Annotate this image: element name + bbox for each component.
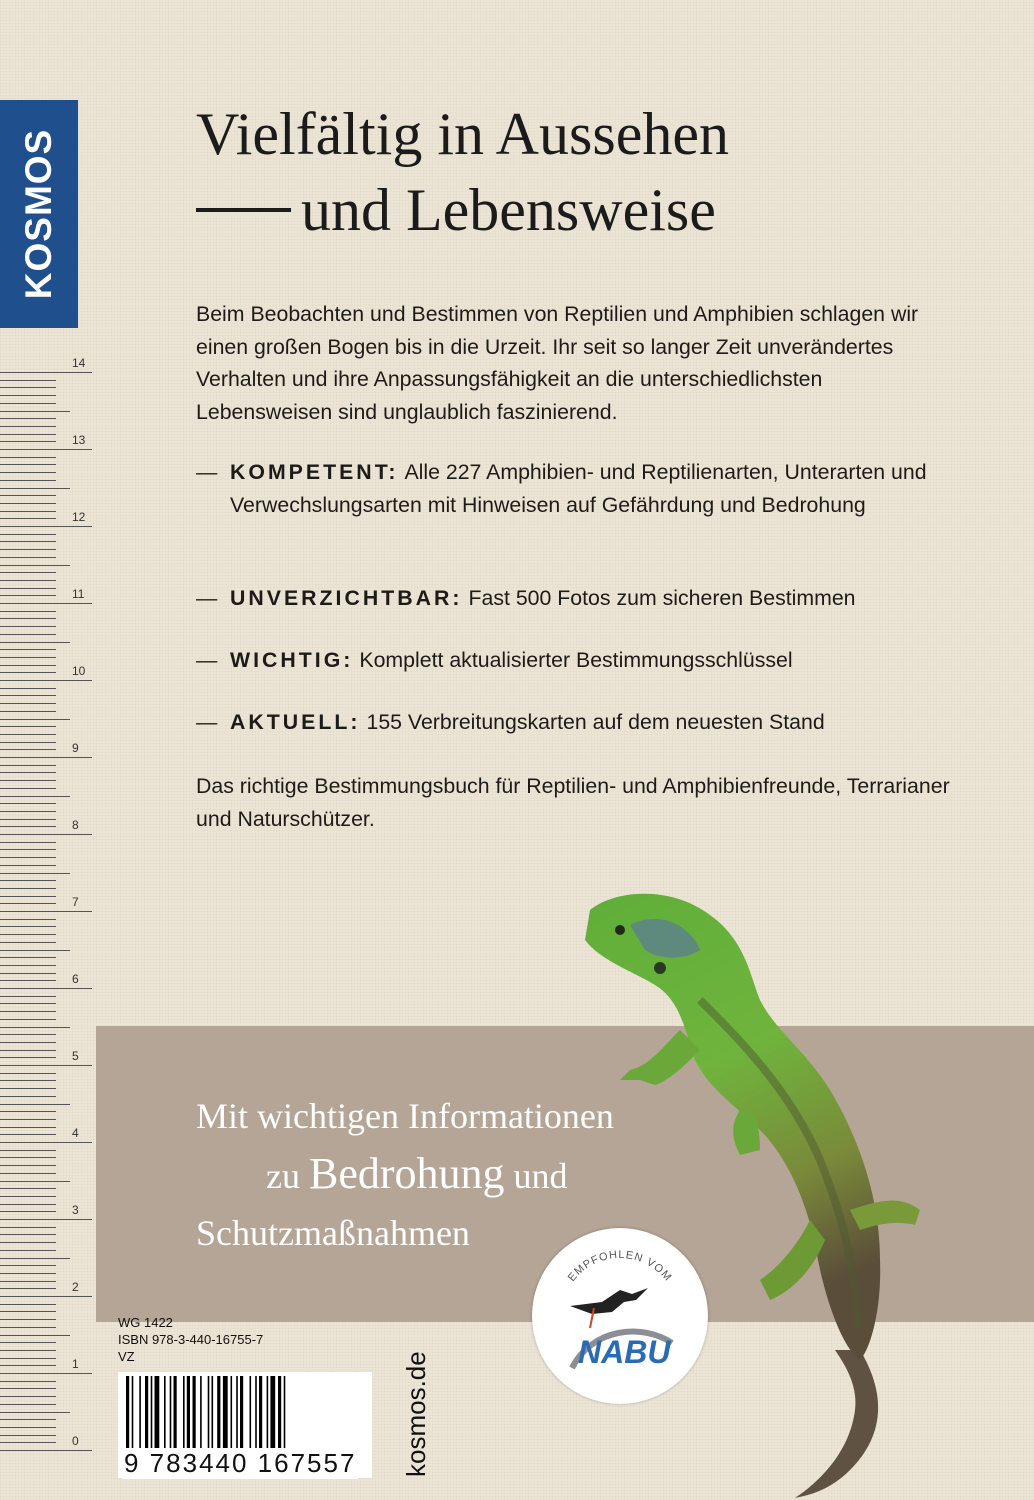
ruler-tick xyxy=(0,626,56,627)
ruler-tick xyxy=(0,865,56,866)
ruler-label: 12 xyxy=(72,510,86,524)
ruler-tick xyxy=(0,826,56,827)
ruler-tick xyxy=(0,403,56,404)
ruler-tick xyxy=(0,1157,56,1158)
ruler-tick xyxy=(0,1042,56,1043)
ruler-tick xyxy=(0,1234,56,1235)
ruler-label: 3 xyxy=(72,1203,79,1217)
ruler-tick xyxy=(0,903,56,904)
barcode-bar xyxy=(270,1376,275,1448)
feature-item xyxy=(196,456,956,521)
ruler-tick xyxy=(0,857,56,858)
ruler-tick xyxy=(0,1288,56,1289)
ruler-tick xyxy=(0,688,56,689)
ruler-tick xyxy=(0,1057,56,1058)
ruler-tick xyxy=(0,580,56,581)
ruler-tick xyxy=(0,603,92,604)
barcode-bar xyxy=(174,1376,177,1448)
ruler-tick xyxy=(0,873,70,874)
ruler-tick xyxy=(0,919,56,920)
ruler-tick xyxy=(0,418,56,419)
imprint-code: VZ xyxy=(118,1349,135,1364)
ruler-tick xyxy=(0,811,56,812)
ruler-tick xyxy=(0,557,56,558)
ruler-tick xyxy=(0,1096,56,1097)
ruler-tick xyxy=(0,726,56,727)
feature-bullet: — xyxy=(196,586,218,610)
ruler-tick xyxy=(0,934,56,935)
ruler-tick xyxy=(0,1311,56,1312)
ruler-tick xyxy=(0,1442,56,1443)
barcode-digits: 9 783440 167557 xyxy=(124,1448,357,1478)
band-line-2-pre: zu xyxy=(266,1156,300,1196)
barcode-bar xyxy=(217,1376,220,1448)
ruler-label: 10 xyxy=(72,664,86,678)
ruler-tick xyxy=(0,634,56,635)
band-line-3: Schutzmaßnahmen xyxy=(196,1213,470,1253)
ruler-label: 11 xyxy=(72,587,85,601)
ruler-tick xyxy=(0,380,56,381)
ruler-tick xyxy=(0,1181,70,1182)
ruler-tick xyxy=(0,526,92,527)
ruler-tick xyxy=(0,1281,56,1282)
ruler-tick xyxy=(0,1335,70,1336)
ruler-tick xyxy=(0,480,56,481)
ruler-tick xyxy=(0,511,56,512)
barcode-bar xyxy=(187,1376,190,1448)
ruler-tick xyxy=(0,1227,56,1228)
barcode-bar xyxy=(236,1376,238,1448)
ruler-tick xyxy=(0,472,56,473)
feature-bullet: — xyxy=(196,710,218,734)
ruler-tick xyxy=(0,1088,56,1089)
ruler-tick xyxy=(0,426,56,427)
ruler-label: 7 xyxy=(72,895,79,909)
feature-bullet: — xyxy=(196,648,218,672)
ruler-tick xyxy=(0,819,56,820)
barcode-bar xyxy=(208,1376,210,1448)
feature-keyword: AKTUELL: xyxy=(230,710,361,734)
feature-text: 155 Verbreitungskarten auf dem neuesten Stand xyxy=(366,710,825,734)
ruler-tick xyxy=(0,534,56,535)
barcode-bar xyxy=(193,1376,196,1448)
ruler-tick xyxy=(0,1358,56,1359)
feature-keyword: WICHTIG: xyxy=(230,648,354,672)
ruler-tick xyxy=(0,842,56,843)
ruler-tick xyxy=(0,719,70,720)
feature-text: Komplett aktualisierter Bestimmungsschlüssel xyxy=(359,648,793,672)
ruler-tick xyxy=(0,711,56,712)
ruler-tick xyxy=(0,1142,92,1143)
ruler-tick xyxy=(0,1196,56,1197)
kosmos-brand-tab xyxy=(0,100,78,328)
ruler-label: 14 xyxy=(72,356,86,370)
ruler-tick xyxy=(0,1273,56,1274)
ruler-tick xyxy=(0,434,56,435)
measuring-ruler xyxy=(0,356,96,1500)
ruler-tick xyxy=(0,988,92,989)
ruler-tick xyxy=(0,1050,56,1051)
feature-item xyxy=(196,582,956,615)
ruler-tick xyxy=(0,957,56,958)
ruler-tick xyxy=(0,1304,56,1305)
ruler-tick xyxy=(0,888,56,889)
ruler-tick xyxy=(0,1080,56,1081)
barcode-bar xyxy=(212,1376,214,1448)
ruler-tick xyxy=(0,518,56,519)
ruler-tick xyxy=(0,1396,56,1397)
ruler-tick xyxy=(0,680,92,681)
ruler-tick xyxy=(0,1011,56,1012)
feature-item xyxy=(196,644,956,677)
ruler-tick xyxy=(0,449,92,450)
ruler-tick xyxy=(0,395,56,396)
ruler-tick xyxy=(0,1319,56,1320)
ruler-tick xyxy=(0,1242,56,1243)
ruler-tick xyxy=(0,372,92,373)
website-url: kosmos.de xyxy=(401,1351,431,1477)
ruler-tick xyxy=(0,734,56,735)
ruler-tick xyxy=(0,672,56,673)
ruler-label: 13 xyxy=(72,433,86,447)
ruler-tick xyxy=(0,1003,56,1004)
nabu-badge xyxy=(532,1228,708,1404)
ruler-tick xyxy=(0,488,70,489)
closing-paragraph: Das richtige Bestimmungsbuch für Reptilien- und Amphibienfreunde, Terrarianer und Naturschützer. xyxy=(196,774,950,831)
ruler-tick xyxy=(0,788,56,789)
nabu-stork-icon xyxy=(532,1228,708,1404)
ruler-tick xyxy=(0,495,56,496)
barcode-bar xyxy=(183,1376,185,1448)
ruler-tick xyxy=(0,1065,92,1066)
barcode-bar xyxy=(164,1376,166,1448)
ruler-tick xyxy=(0,1034,56,1035)
ruler-tick xyxy=(0,749,56,750)
ruler-tick xyxy=(0,965,56,966)
ruler-tick xyxy=(0,1412,70,1413)
ruler-tick xyxy=(0,849,56,850)
ruler-label: 5 xyxy=(72,1049,79,1063)
ruler-tick xyxy=(0,1404,56,1405)
ruler-tick xyxy=(0,896,56,897)
svg-text:EMPFOHLEN VOM xyxy=(566,1249,674,1284)
ruler-tick xyxy=(0,1258,70,1259)
ruler-label: 4 xyxy=(72,1126,79,1140)
ruler-label: 8 xyxy=(72,818,79,832)
barcode-bar xyxy=(223,1376,228,1448)
ruler-tick xyxy=(0,1211,56,1212)
ruler-tick xyxy=(0,1296,92,1297)
barcode-bar xyxy=(151,1376,153,1448)
feature-bullet: — xyxy=(196,460,218,484)
ruler-tick xyxy=(0,1150,56,1151)
ruler-tick xyxy=(0,926,56,927)
barcode-bar xyxy=(200,1376,202,1448)
ruler-label: 1 xyxy=(72,1357,79,1371)
headline-line-2: und Lebensweise xyxy=(301,177,716,243)
barcode-bar xyxy=(255,1376,257,1448)
ruler-tick xyxy=(0,503,56,504)
ruler-tick xyxy=(0,703,56,704)
headline-dash xyxy=(196,208,291,212)
nabu-arc-text: EMPFOHLEN VOM xyxy=(565,1248,675,1284)
barcode-bar xyxy=(284,1376,286,1448)
barcode-bar xyxy=(155,1376,160,1448)
ruler-tick xyxy=(0,595,56,596)
ruler-tick xyxy=(0,1250,56,1251)
ruler-tick xyxy=(0,1219,92,1220)
ruler-tick xyxy=(0,1204,56,1205)
ruler-tick xyxy=(0,757,92,758)
ruler-tick xyxy=(0,1119,56,1120)
ruler-tick xyxy=(0,1435,56,1436)
ruler-tick xyxy=(0,1419,56,1420)
barcode-bar xyxy=(170,1376,172,1448)
ruler-tick xyxy=(0,411,70,412)
ruler-tick xyxy=(0,834,92,835)
ruler-tick xyxy=(0,611,56,612)
barcode-bar xyxy=(231,1376,233,1448)
feature-text: Alle 227 Amphibien- und Reptilienarten, Unterarten und Verwechslungsarten mit Hinweisen auf Gefährdung und Bedrohung xyxy=(230,460,927,517)
feature-keyword: KOMPETENT: xyxy=(230,460,399,484)
ruler-tick xyxy=(0,695,56,696)
ruler-tick xyxy=(0,588,56,589)
intro-paragraph: Beim Beobachten und Bestimmen von Reptilien und Amphibien schlagen wir einen großen Bogen bis in die Urzeit. Ihr seit so langer Zeit unverändertes Verhalten und ihre Anpassungsfähigkeit an die unterschiedlichsten Lebensweisen sind unglaublich faszinierend. xyxy=(196,302,919,424)
ruler-tick xyxy=(0,911,92,912)
ruler-tick xyxy=(0,1165,56,1166)
band-line-1: Mit wichtigen Informationen xyxy=(196,1096,614,1136)
ruler-tick xyxy=(0,1019,56,1020)
ruler-tick xyxy=(0,642,70,643)
barcode-bar xyxy=(259,1376,262,1448)
ruler-tick xyxy=(0,1342,56,1343)
barcode-bar xyxy=(250,1376,252,1448)
ruler-tick xyxy=(0,657,56,658)
barcode-bar xyxy=(145,1376,148,1448)
ruler-tick xyxy=(0,1373,92,1374)
nabu-logo-text: NABU xyxy=(578,1334,671,1370)
ruler-tick xyxy=(0,1127,56,1128)
ruler-tick xyxy=(0,441,56,442)
ruler-tick xyxy=(0,1365,56,1366)
ruler-tick xyxy=(0,541,56,542)
feature-text: Fast 500 Fotos zum sicheren Bestimmen xyxy=(468,586,856,610)
barcode-bar xyxy=(267,1376,269,1448)
barcode-bar xyxy=(139,1376,141,1448)
ruler-tick xyxy=(0,665,56,666)
feature-item xyxy=(196,706,956,739)
barcode-bar xyxy=(132,1376,134,1448)
kosmos-logo-text: KOSMOS xyxy=(18,128,59,300)
ruler-tick xyxy=(0,618,56,619)
imprint-block xyxy=(118,1314,263,1365)
ruler-tick xyxy=(0,1173,56,1174)
ruler-tick xyxy=(0,996,56,997)
ruler-tick xyxy=(0,565,70,566)
ruler-tick xyxy=(0,1265,56,1266)
ruler-tick xyxy=(0,1188,56,1189)
ruler-tick xyxy=(0,1027,70,1028)
ruler-tick xyxy=(0,980,56,981)
feature-keyword: UNVERZICHTBAR: xyxy=(230,586,463,610)
barcode-bar xyxy=(278,1376,281,1448)
ruler-tick xyxy=(0,796,70,797)
ruler-tick xyxy=(0,765,56,766)
ruler-tick xyxy=(0,942,56,943)
ruler-tick xyxy=(0,549,56,550)
ruler-label: 9 xyxy=(72,741,79,755)
ruler-tick xyxy=(0,1104,70,1105)
ruler-tick xyxy=(0,1134,56,1135)
ruler-tick xyxy=(0,780,56,781)
ruler-tick xyxy=(0,880,56,881)
ruler-label: 6 xyxy=(72,972,79,986)
ruler-tick xyxy=(0,1427,56,1428)
ruler-tick xyxy=(0,1388,56,1389)
ruler-tick xyxy=(0,572,56,573)
band-line-2-highlight: Bedrohung xyxy=(308,1149,505,1198)
imprint-wg: WG 1422 xyxy=(118,1315,173,1330)
ruler-label: 0 xyxy=(72,1434,79,1448)
ruler-tick xyxy=(0,1350,56,1351)
ruler-tick xyxy=(0,649,56,650)
ruler-tick xyxy=(0,1073,56,1074)
ruler-tick xyxy=(0,1450,92,1451)
imprint-isbn: ISBN 978-3-440-16755-7 xyxy=(118,1332,264,1347)
ruler-tick xyxy=(0,803,56,804)
ruler-tick xyxy=(0,742,56,743)
barcode-bar xyxy=(126,1376,129,1448)
band-line-2-post: und xyxy=(513,1156,568,1196)
ruler-tick xyxy=(0,973,56,974)
green-lizard-icon xyxy=(560,880,1034,1500)
ruler-tick xyxy=(0,464,56,465)
headline xyxy=(196,96,956,248)
ruler-tick xyxy=(0,950,70,951)
barcode-bar xyxy=(240,1376,243,1448)
ruler-tick xyxy=(0,1381,56,1382)
ruler-tick xyxy=(0,1111,56,1112)
ruler-label: 2 xyxy=(72,1280,79,1294)
ruler-tick xyxy=(0,457,56,458)
ruler-tick xyxy=(0,387,56,388)
ruler-tick xyxy=(0,772,56,773)
ruler-tick xyxy=(0,1327,56,1328)
headline-line-1: Vielfältig in Aussehen xyxy=(196,101,729,167)
